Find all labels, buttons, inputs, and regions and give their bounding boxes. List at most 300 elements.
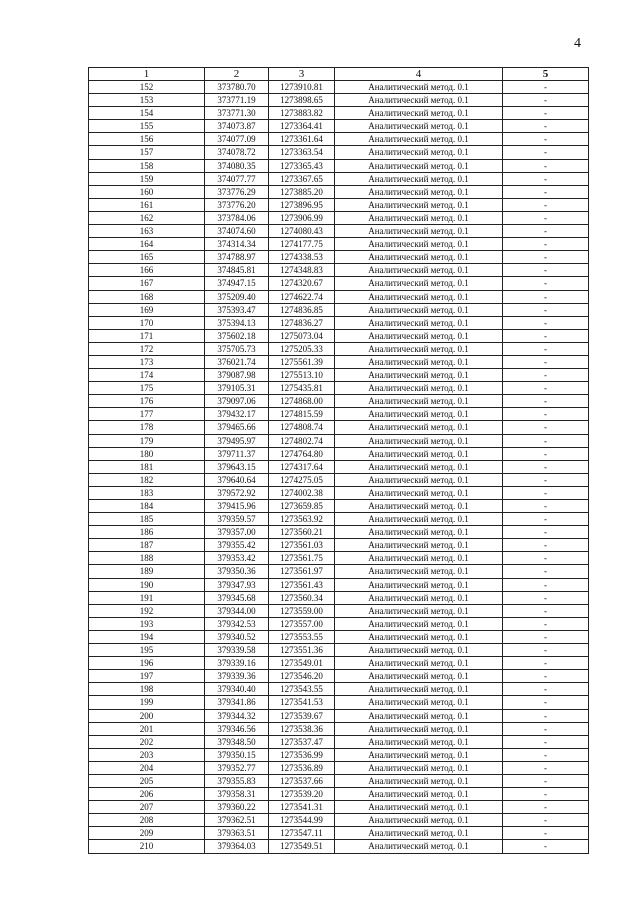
cell-coordinate-y: 1273560.34 (269, 591, 335, 604)
cell-note: - (503, 120, 589, 133)
cell-coordinate-x: 379344.00 (205, 604, 269, 617)
cell-point-number: 163 (89, 225, 205, 238)
cell-coordinate-x: 379465.66 (205, 421, 269, 434)
cell-point-number: 196 (89, 657, 205, 670)
cell-note: - (503, 578, 589, 591)
cell-note: - (503, 198, 589, 211)
cell-point-number: 197 (89, 670, 205, 683)
cell-coordinate-y: 1273541.31 (269, 801, 335, 814)
cell-note: - (503, 316, 589, 329)
cell-method: Аналитический метод. 0.1 (335, 329, 503, 342)
cell-method: Аналитический метод. 0.1 (335, 172, 503, 185)
cell-point-number: 194 (89, 630, 205, 643)
cell-method: Аналитический метод. 0.1 (335, 447, 503, 460)
cell-method: Аналитический метод. 0.1 (335, 342, 503, 355)
cell-point-number: 176 (89, 395, 205, 408)
cell-coordinate-y: 1274177.75 (269, 238, 335, 251)
table-row (89, 211, 589, 224)
cell-point-number: 206 (89, 788, 205, 801)
column-header-1: 1 (89, 68, 205, 81)
table-row (89, 172, 589, 185)
cell-coordinate-y: 1274622.74 (269, 290, 335, 303)
cell-coordinate-x: 375209.40 (205, 290, 269, 303)
cell-coordinate-y: 1273539.20 (269, 788, 335, 801)
cell-coordinate-x: 379341.86 (205, 696, 269, 709)
cell-note: - (503, 827, 589, 840)
cell-point-number: 154 (89, 107, 205, 120)
cell-note: - (503, 159, 589, 172)
cell-coordinate-y: 1274275.05 (269, 473, 335, 486)
cell-coordinate-x: 379415.96 (205, 500, 269, 513)
cell-point-number: 158 (89, 159, 205, 172)
cell-coordinate-x: 375393.47 (205, 303, 269, 316)
cell-coordinate-y: 1273364.41 (269, 120, 335, 133)
cell-method: Аналитический метод. 0.1 (335, 369, 503, 382)
table-row (89, 696, 589, 709)
table-row (89, 565, 589, 578)
cell-point-number: 172 (89, 342, 205, 355)
cell-coordinate-x: 379339.36 (205, 670, 269, 683)
table-row (89, 526, 589, 539)
cell-method: Аналитический метод. 0.1 (335, 748, 503, 761)
cell-coordinate-x: 379345.68 (205, 591, 269, 604)
cell-coordinate-x: 374078.72 (205, 146, 269, 159)
cell-note: - (503, 238, 589, 251)
cell-point-number: 204 (89, 761, 205, 774)
cell-coordinate-x: 374845.81 (205, 264, 269, 277)
table-body (89, 81, 589, 854)
cell-method: Аналитический метод. 0.1 (335, 146, 503, 159)
cell-coordinate-y: 1275205.33 (269, 342, 335, 355)
cell-coordinate-y: 1273561.75 (269, 552, 335, 565)
cell-method: Аналитический метод. 0.1 (335, 761, 503, 774)
cell-note: - (503, 369, 589, 382)
page-number: 4 (574, 36, 581, 51)
cell-method: Аналитический метод. 0.1 (335, 683, 503, 696)
cell-coordinate-x: 379355.83 (205, 774, 269, 787)
table-row (89, 630, 589, 643)
cell-point-number: 155 (89, 120, 205, 133)
cell-note: - (503, 748, 589, 761)
cell-method: Аналитический метод. 0.1 (335, 264, 503, 277)
cell-note: - (503, 434, 589, 447)
cell-point-number: 188 (89, 552, 205, 565)
cell-note: - (503, 552, 589, 565)
cell-coordinate-y: 1273898.65 (269, 94, 335, 107)
cell-method: Аналитический метод. 0.1 (335, 552, 503, 565)
cell-note: - (503, 355, 589, 368)
cell-point-number: 152 (89, 81, 205, 94)
cell-coordinate-y: 1273561.97 (269, 565, 335, 578)
cell-coordinate-x: 374077.09 (205, 133, 269, 146)
table-row (89, 473, 589, 486)
cell-point-number: 201 (89, 722, 205, 735)
cell-coordinate-y: 1273363.54 (269, 146, 335, 159)
cell-coordinate-x: 374073.87 (205, 120, 269, 133)
cell-point-number: 193 (89, 617, 205, 630)
cell-point-number: 165 (89, 251, 205, 264)
cell-method: Аналитический метод. 0.1 (335, 133, 503, 146)
cell-coordinate-y: 1273549.51 (269, 840, 335, 853)
cell-method: Аналитический метод. 0.1 (335, 539, 503, 552)
cell-note: - (503, 644, 589, 657)
cell-note: - (503, 761, 589, 774)
table-row (89, 748, 589, 761)
cell-coordinate-y: 1273361.64 (269, 133, 335, 146)
cell-point-number: 203 (89, 748, 205, 761)
cell-point-number: 192 (89, 604, 205, 617)
cell-point-number: 171 (89, 329, 205, 342)
cell-method: Аналитический метод. 0.1 (335, 500, 503, 513)
table-row (89, 238, 589, 251)
cell-note: - (503, 486, 589, 499)
cell-note: - (503, 211, 589, 224)
cell-point-number: 174 (89, 369, 205, 382)
cell-point-number: 160 (89, 185, 205, 198)
cell-note: - (503, 290, 589, 303)
cell-coordinate-y: 1273885.20 (269, 185, 335, 198)
cell-note: - (503, 513, 589, 526)
cell-coordinate-x: 379495.97 (205, 434, 269, 447)
cell-coordinate-y: 1273549.01 (269, 657, 335, 670)
cell-coordinate-x: 379358.31 (205, 788, 269, 801)
table-row (89, 395, 589, 408)
cell-note: - (503, 526, 589, 539)
cell-coordinate-x: 379339.58 (205, 644, 269, 657)
cell-point-number: 190 (89, 578, 205, 591)
cell-coordinate-x: 379353.42 (205, 552, 269, 565)
cell-point-number: 169 (89, 303, 205, 316)
table-row (89, 447, 589, 460)
cell-point-number: 208 (89, 814, 205, 827)
cell-coordinate-y: 1273537.47 (269, 735, 335, 748)
cell-coordinate-y: 1274815.59 (269, 408, 335, 421)
cell-point-number: 167 (89, 277, 205, 290)
cell-coordinate-y: 1273559.00 (269, 604, 335, 617)
table-row (89, 683, 589, 696)
cell-coordinate-x: 379640.64 (205, 473, 269, 486)
cell-method: Аналитический метод. 0.1 (335, 225, 503, 238)
cell-note: - (503, 81, 589, 94)
cell-note: - (503, 421, 589, 434)
table-row (89, 355, 589, 368)
table-row (89, 486, 589, 499)
table-row (89, 591, 589, 604)
cell-coordinate-x: 379346.56 (205, 722, 269, 735)
cell-coordinate-x: 374788.97 (205, 251, 269, 264)
cell-note: - (503, 735, 589, 748)
cell-method: Аналитический метод. 0.1 (335, 408, 503, 421)
cell-note: - (503, 801, 589, 814)
cell-method: Аналитический метод. 0.1 (335, 382, 503, 395)
cell-coordinate-y: 1275073.04 (269, 329, 335, 342)
table-row (89, 801, 589, 814)
cell-method: Аналитический метод. 0.1 (335, 421, 503, 434)
cell-point-number: 210 (89, 840, 205, 853)
cell-method: Аналитический метод. 0.1 (335, 434, 503, 447)
cell-coordinate-y: 1274836.85 (269, 303, 335, 316)
cell-note: - (503, 329, 589, 342)
cell-coordinate-x: 373776.29 (205, 185, 269, 198)
table-row (89, 500, 589, 513)
cell-method: Аналитический метод. 0.1 (335, 460, 503, 473)
cell-coordinate-y: 1274868.00 (269, 395, 335, 408)
cell-method: Аналитический метод. 0.1 (335, 277, 503, 290)
cell-note: - (503, 722, 589, 735)
cell-note: - (503, 172, 589, 185)
cell-method: Аналитический метод. 0.1 (335, 395, 503, 408)
table-row (89, 81, 589, 94)
cell-coordinate-x: 379347.93 (205, 578, 269, 591)
cell-coordinate-y: 1273367.65 (269, 172, 335, 185)
cell-method: Аналитический метод. 0.1 (335, 670, 503, 683)
cell-method: Аналитический метод. 0.1 (335, 513, 503, 526)
table-row (89, 552, 589, 565)
cell-coordinate-x: 379643.15 (205, 460, 269, 473)
cell-note: - (503, 500, 589, 513)
table-row (89, 277, 589, 290)
cell-point-number: 186 (89, 526, 205, 539)
cell-method: Аналитический метод. 0.1 (335, 801, 503, 814)
table-row (89, 657, 589, 670)
cell-point-number: 184 (89, 500, 205, 513)
cell-note: - (503, 395, 589, 408)
cell-method: Аналитический метод. 0.1 (335, 526, 503, 539)
cell-point-number: 166 (89, 264, 205, 277)
cell-coordinate-y: 1274080.43 (269, 225, 335, 238)
cell-point-number: 195 (89, 644, 205, 657)
cell-note: - (503, 604, 589, 617)
cell-point-number: 179 (89, 434, 205, 447)
table-row (89, 225, 589, 238)
cell-coordinate-x: 379344.32 (205, 709, 269, 722)
cell-note: - (503, 94, 589, 107)
cell-point-number: 202 (89, 735, 205, 748)
cell-coordinate-y: 1273553.55 (269, 630, 335, 643)
cell-note: - (503, 460, 589, 473)
cell-note: - (503, 408, 589, 421)
table-row (89, 316, 589, 329)
table-row (89, 185, 589, 198)
cell-note: - (503, 473, 589, 486)
table-row (89, 382, 589, 395)
cell-point-number: 164 (89, 238, 205, 251)
cell-method: Аналитический метод. 0.1 (335, 735, 503, 748)
table-row (89, 94, 589, 107)
cell-coordinate-x: 374077.77 (205, 172, 269, 185)
cell-coordinate-x: 373776.20 (205, 198, 269, 211)
cell-coordinate-y: 1273536.99 (269, 748, 335, 761)
cell-point-number: 181 (89, 460, 205, 473)
cell-method: Аналитический метод. 0.1 (335, 107, 503, 120)
cell-method: Аналитический метод. 0.1 (335, 185, 503, 198)
cell-note: - (503, 788, 589, 801)
table-row (89, 774, 589, 787)
cell-coordinate-x: 379572.92 (205, 486, 269, 499)
cell-coordinate-y: 1273551.36 (269, 644, 335, 657)
table-row (89, 670, 589, 683)
cell-coordinate-x: 379105.31 (205, 382, 269, 395)
cell-coordinate-x: 373784.06 (205, 211, 269, 224)
cell-coordinate-x: 379342.53 (205, 617, 269, 630)
cell-coordinate-y: 1275435.81 (269, 382, 335, 395)
table-row (89, 840, 589, 853)
table-row (89, 159, 589, 172)
cell-point-number: 162 (89, 211, 205, 224)
cell-note: - (503, 251, 589, 264)
cell-coordinate-x: 379350.15 (205, 748, 269, 761)
cell-coordinate-x: 374314.34 (205, 238, 269, 251)
table-row (89, 617, 589, 630)
table-row (89, 290, 589, 303)
cell-method: Аналитический метод. 0.1 (335, 211, 503, 224)
cell-note: - (503, 657, 589, 670)
cell-coordinate-x: 379711.37 (205, 447, 269, 460)
table-row (89, 369, 589, 382)
cell-method: Аналитический метод. 0.1 (335, 238, 503, 251)
cell-coordinate-y: 1273560.21 (269, 526, 335, 539)
table-row (89, 644, 589, 657)
cell-coordinate-y: 1273541.53 (269, 696, 335, 709)
cell-note: - (503, 617, 589, 630)
cell-point-number: 189 (89, 565, 205, 578)
cell-point-number: 180 (89, 447, 205, 460)
cell-coordinate-y: 1273536.89 (269, 761, 335, 774)
cell-method: Аналитический метод. 0.1 (335, 696, 503, 709)
cell-point-number: 183 (89, 486, 205, 499)
cell-coordinate-x: 379360.22 (205, 801, 269, 814)
cell-coordinate-y: 1273561.03 (269, 539, 335, 552)
cell-coordinate-y: 1274802.74 (269, 434, 335, 447)
cell-coordinate-x: 379340.40 (205, 683, 269, 696)
cell-method: Аналитический метод. 0.1 (335, 630, 503, 643)
cell-coordinate-x: 379348.50 (205, 735, 269, 748)
cell-note: - (503, 342, 589, 355)
table-row (89, 421, 589, 434)
cell-method: Аналитический метод. 0.1 (335, 722, 503, 735)
cell-point-number: 178 (89, 421, 205, 434)
cell-coordinate-x: 373780.70 (205, 81, 269, 94)
cell-method: Аналитический метод. 0.1 (335, 814, 503, 827)
cell-method: Аналитический метод. 0.1 (335, 840, 503, 853)
cell-method: Аналитический метод. 0.1 (335, 81, 503, 94)
cell-coordinate-x: 379355.42 (205, 539, 269, 552)
cell-coordinate-y: 1274317.64 (269, 460, 335, 473)
cell-point-number: 209 (89, 827, 205, 840)
table-row (89, 709, 589, 722)
cell-point-number: 159 (89, 172, 205, 185)
cell-method: Аналитический метод. 0.1 (335, 355, 503, 368)
cell-point-number: 199 (89, 696, 205, 709)
cell-coordinate-x: 379432.17 (205, 408, 269, 421)
cell-method: Аналитический метод. 0.1 (335, 94, 503, 107)
cell-coordinate-y: 1273906.99 (269, 211, 335, 224)
cell-coordinate-x: 379339.16 (205, 657, 269, 670)
cell-coordinate-y: 1273883.82 (269, 107, 335, 120)
cell-note: - (503, 277, 589, 290)
cell-note: - (503, 774, 589, 787)
cell-point-number: 177 (89, 408, 205, 421)
table-row (89, 251, 589, 264)
table-row (89, 146, 589, 159)
cell-method: Аналитический метод. 0.1 (335, 657, 503, 670)
cell-point-number: 191 (89, 591, 205, 604)
cell-method: Аналитический метод. 0.1 (335, 316, 503, 329)
table-row (89, 303, 589, 316)
cell-point-number: 185 (89, 513, 205, 526)
cell-note: - (503, 225, 589, 238)
cell-coordinate-x: 375602.18 (205, 329, 269, 342)
table-row (89, 722, 589, 735)
cell-method: Аналитический метод. 0.1 (335, 290, 503, 303)
cell-point-number: 157 (89, 146, 205, 159)
cell-coordinate-y: 1273563.92 (269, 513, 335, 526)
table-row (89, 761, 589, 774)
cell-note: - (503, 146, 589, 159)
cell-point-number: 205 (89, 774, 205, 787)
cell-coordinate-x: 375394.13 (205, 316, 269, 329)
cell-note: - (503, 303, 589, 316)
cell-note: - (503, 670, 589, 683)
column-header-3: 3 (269, 68, 335, 81)
cell-coordinate-y: 1274836.27 (269, 316, 335, 329)
table-row (89, 329, 589, 342)
cell-coordinate-y: 1274764.80 (269, 447, 335, 460)
cell-coordinate-y: 1273538.36 (269, 722, 335, 735)
cell-point-number: 200 (89, 709, 205, 722)
column-header-4: 4 (335, 68, 503, 81)
cell-note: - (503, 814, 589, 827)
cell-coordinate-x: 379350.36 (205, 565, 269, 578)
cell-coordinate-y: 1273546.20 (269, 670, 335, 683)
cell-note: - (503, 264, 589, 277)
cell-note: - (503, 565, 589, 578)
cell-point-number: 170 (89, 316, 205, 329)
cell-note: - (503, 683, 589, 696)
cell-coordinate-x: 379340.52 (205, 630, 269, 643)
cell-coordinate-y: 1273544.99 (269, 814, 335, 827)
cell-method: Аналитический метод. 0.1 (335, 251, 503, 264)
cell-point-number: 153 (89, 94, 205, 107)
cell-note: - (503, 133, 589, 146)
cell-coordinate-x: 374947.15 (205, 277, 269, 290)
cell-coordinate-x: 374080.35 (205, 159, 269, 172)
cell-point-number: 207 (89, 801, 205, 814)
coordinates-table (88, 67, 589, 854)
cell-point-number: 168 (89, 290, 205, 303)
table-row (89, 264, 589, 277)
cell-coordinate-y: 1274348.83 (269, 264, 335, 277)
cell-note: - (503, 185, 589, 198)
cell-note: - (503, 107, 589, 120)
table-row (89, 342, 589, 355)
table-row (89, 827, 589, 840)
cell-point-number: 198 (89, 683, 205, 696)
table-row (89, 120, 589, 133)
cell-coordinate-x: 379097.06 (205, 395, 269, 408)
cell-method: Аналитический метод. 0.1 (335, 565, 503, 578)
cell-method: Аналитический метод. 0.1 (335, 578, 503, 591)
cell-point-number: 156 (89, 133, 205, 146)
cell-method: Аналитический метод. 0.1 (335, 644, 503, 657)
cell-method: Аналитический метод. 0.1 (335, 604, 503, 617)
cell-coordinate-y: 1273910.81 (269, 81, 335, 94)
cell-coordinate-y: 1273659.85 (269, 500, 335, 513)
cell-method: Аналитический метод. 0.1 (335, 473, 503, 486)
cell-coordinate-x: 376021.74 (205, 355, 269, 368)
cell-method: Аналитический метод. 0.1 (335, 617, 503, 630)
cell-method: Аналитический метод. 0.1 (335, 159, 503, 172)
